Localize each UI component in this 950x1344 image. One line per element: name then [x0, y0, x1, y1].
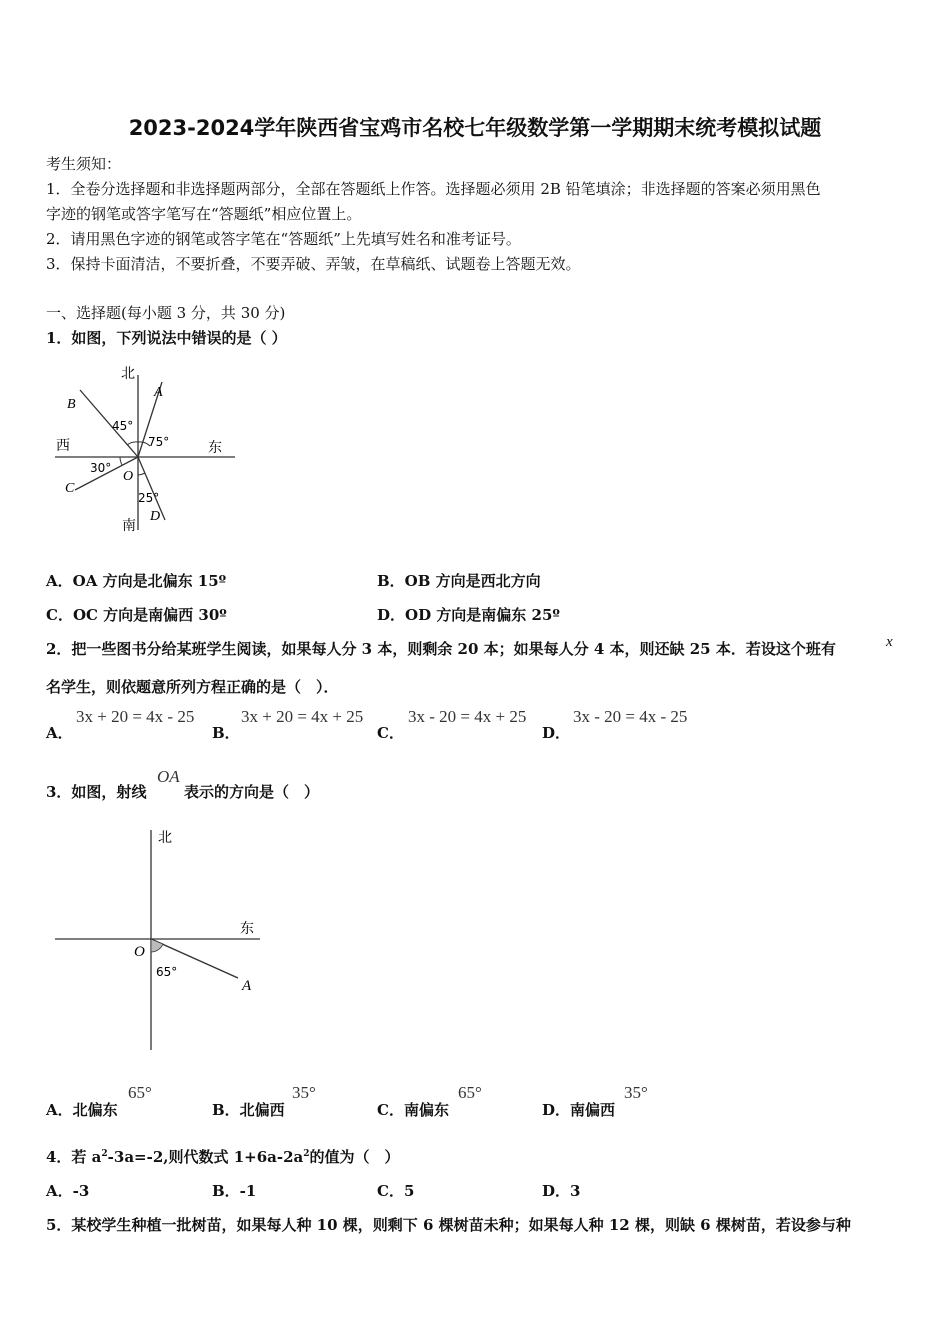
q1-label-east: 东 — [208, 440, 222, 456]
q1-angle-45: 45° — [112, 419, 134, 433]
notice-line-3: 3．保持卡面清洁，不要折叠，不要弄破、弄皱，在草稿纸、试题卷上答题无效。 — [46, 255, 581, 273]
q3-option-c-label: C．南偏东 — [377, 1101, 449, 1119]
q3-stem-start: 3．如图，射线 — [46, 783, 147, 801]
q3-option-c-degree: 65° — [458, 1083, 482, 1102]
q1-label-south: 南 — [122, 518, 136, 534]
q2-option-b-label: B． — [212, 724, 240, 742]
q1-label-o: O — [123, 469, 134, 484]
q2-option-d-equation: 3x - 20 = 4x - 25 — [573, 707, 688, 726]
q2-stem: 2．把一些图书分给某班学生阅读，如果每人分 3 本，则剩余 20 本；如果每人分 4 本，则还缺 25 本．若设这个班有 — [46, 640, 836, 658]
q3-option-d-degree: 35° — [624, 1083, 648, 1102]
q4-option-b: B．-1 — [212, 1182, 257, 1200]
q1-option-c: C．OC 方向是南偏西 30º — [46, 606, 227, 624]
q1-arc-30 — [120, 457, 122, 465]
notice-line-1b: 字迹的钢笔或答字笔写在“答题纸”相应位置上。 — [46, 205, 362, 223]
q1-label-b: B — [67, 397, 76, 412]
q1-option-b: B．OB 方向是西北方向 — [377, 572, 541, 590]
q4-option-c: C．5 — [377, 1182, 415, 1200]
q1-option-d: D．OD 方向是南偏东 25º — [377, 606, 560, 624]
q2-stem-cont: 名学生，则依题意所列方程正确的是（ ）． — [46, 678, 339, 696]
q1-compass-figure — [50, 360, 240, 535]
q4-stem: 4．若 $a^2-3a=-2$,则代数式 $1+6a-2a^2$的值为（ ） — [46, 1148, 400, 1166]
q3-option-d-label: D．南偏西 — [542, 1101, 616, 1119]
q3-angle-65: 65° — [156, 965, 178, 979]
q1-option-a: A．OA 方向是北偏东 15º — [46, 572, 227, 590]
q2-option-d-label: D． — [542, 724, 571, 742]
q3-compass-figure — [50, 825, 270, 1055]
q2-option-a-label: A． — [46, 724, 73, 742]
q2-option-a-equation: 3x + 20 = 4x - 25 — [76, 707, 195, 726]
q3-label-east: 东 — [240, 921, 254, 937]
q1-arc-45 — [127, 442, 138, 445]
section-heading: 一、选择题(每小题 3 分，共 30 分) — [46, 304, 286, 322]
q1-label-north: 北 — [121, 366, 135, 382]
q1-label-c: C — [65, 481, 75, 496]
q1-angle-25: 25° — [138, 491, 160, 505]
q3-label-a: A — [242, 978, 252, 994]
q1-label-west: 西 — [56, 438, 70, 454]
q1-stem: 1．如图，下列说法中错误的是（ ） — [46, 329, 287, 347]
q4-option-d: D．3 — [542, 1182, 581, 1200]
q3-label-north: 北 — [158, 830, 172, 846]
notice-line-2: 2．请用黑色字迹的钢笔或答字笔在“答题纸”上先填写姓名和准考证号。 — [46, 230, 521, 248]
q5-stem: 5．某校学生种植一批树苗，如果每人种 10 棵，则剩下 6 棵树苗未种；如果每人种 12 棵，则缺 6 棵树苗，若设参与种 — [46, 1216, 851, 1234]
notice-heading: 考生须知： — [46, 155, 122, 173]
q4-option-a: A．-3 — [46, 1182, 90, 1200]
q3-stem-end: 表示的方向是（ ） — [184, 783, 320, 801]
q3-option-a-degree: 65° — [128, 1083, 152, 1102]
q2-option-b-equation: 3x + 20 = 4x + 25 — [241, 707, 364, 726]
q3-ray-label: OA — [157, 767, 180, 786]
q3-label-o: O — [134, 944, 145, 960]
q2-option-c-label: C． — [377, 724, 404, 742]
q3-option-b-degree: 35° — [292, 1083, 316, 1102]
q1-label-d: D — [150, 509, 161, 524]
q1-arc-25 — [138, 473, 145, 475]
q1-angle-75: 75° — [148, 435, 170, 449]
q1-angle-30: 30° — [90, 461, 112, 475]
q2-option-c-equation: 3x - 20 = 4x + 25 — [408, 707, 527, 726]
notice-line-1a: 1．全卷分选择题和非选择题两部分，全部在答题纸上作答。选择题必须用 2B 铅笔填涂；非选择题的答案必须用黑色 — [46, 180, 821, 198]
q3-option-b-label: B．北偏西 — [212, 1101, 285, 1119]
q3-option-a-label: A．北偏东 — [46, 1101, 118, 1119]
page-title: 2023-2024学年陕西省宝鸡市名校七年级数学第一学期期末统考模拟试题 — [128, 116, 822, 140]
q1-label-a: A — [154, 385, 163, 400]
q2-variable: x — [886, 634, 893, 650]
